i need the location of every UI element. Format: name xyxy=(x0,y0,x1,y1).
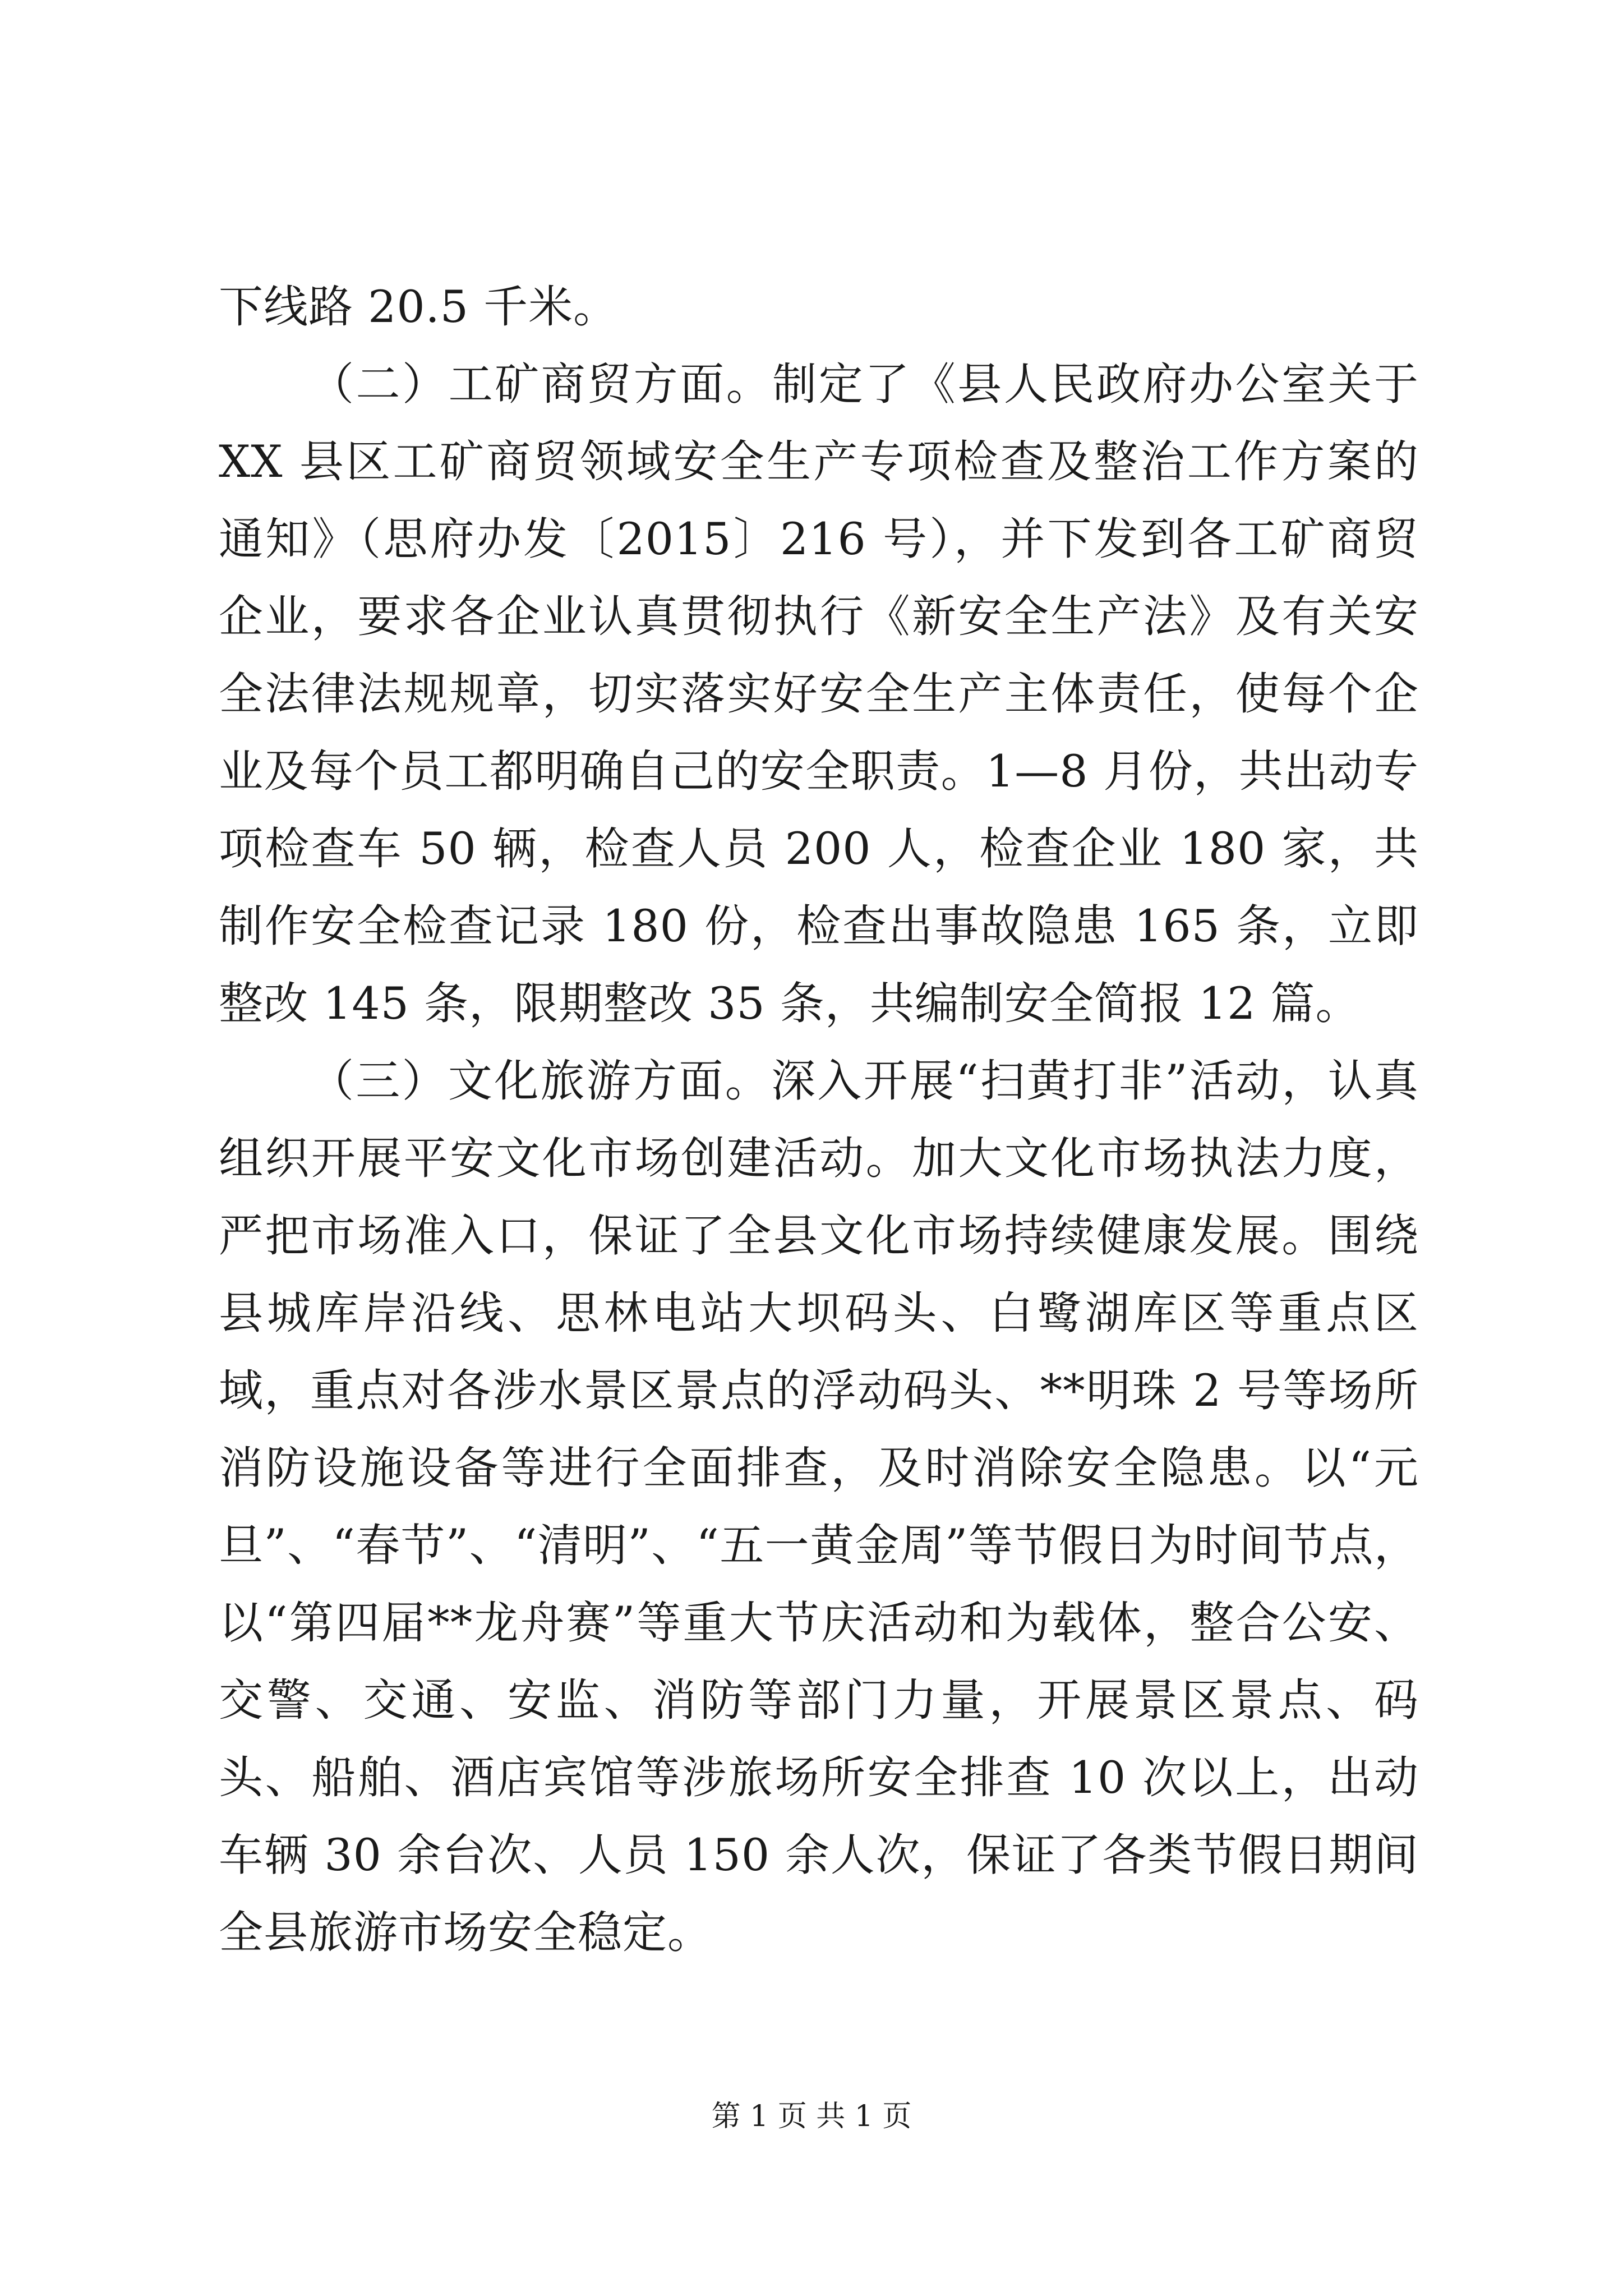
paragraph-continuation: 下线路 20.5 千米。 xyxy=(219,281,619,333)
paragraph-industry-trade: （二）工矿商贸方面。制定了《县人民政府办公室关于 XX 县区工矿商贸领域安全生产专项检查及整治工作方案的通知》（思府办发〔2015〕216 号），并下发到各工矿商贸企业，要求各企业认真贯彻执行《新安全生产法》及有关安全法律法规规章，切实落实好安全生产主体责任，使每个企业及每个员工都明确自己的安全职责。1—8 月份，共出动专项检查车 50 辆，检查人员 200 人，检查企业 180 家，共制作安全检查记录 180 份，检查出事故隐患 165 条，立即整改 145 条，限期整改 35 条，共编制安全简报 12 篇。 xyxy=(219,358,1419,1029)
page-footer: 第 1 页 共 1 页 xyxy=(711,2100,912,2133)
paragraph-culture-tourism: （三）文化旅游方面。深入开展“扫黄打非”活动，认真组织开展平安文化市场创建活动。加大文化市场执法力度，严把市场准入口，保证了全县文化市场持续健康发展。围绕县城库岸沿线、思林电站大坝码头、白鹭湖库区等重点区域，重点对各涉水景区景点的浮动码头、**明珠 2 号等场所消防设施设备等进行全面排查，及时消除安全隐患。以“元旦”、“春节”、“清明”、“五一黄金周”等节假日为时间节点，以“第四届**龙舟赛”等重大节庆活动和为载体，整合公安、交警、交通、安监、消防等部门力量，开展景区景点、码头、船舶、酒店宾馆等涉旅场所安全排查 10 次以上，出动车辆 30 余台次、人员 150 余人次，保证了各类节假日期间全县旅游市场安全稳定。 xyxy=(219,1055,1419,1958)
document-body xyxy=(219,268,1419,1971)
